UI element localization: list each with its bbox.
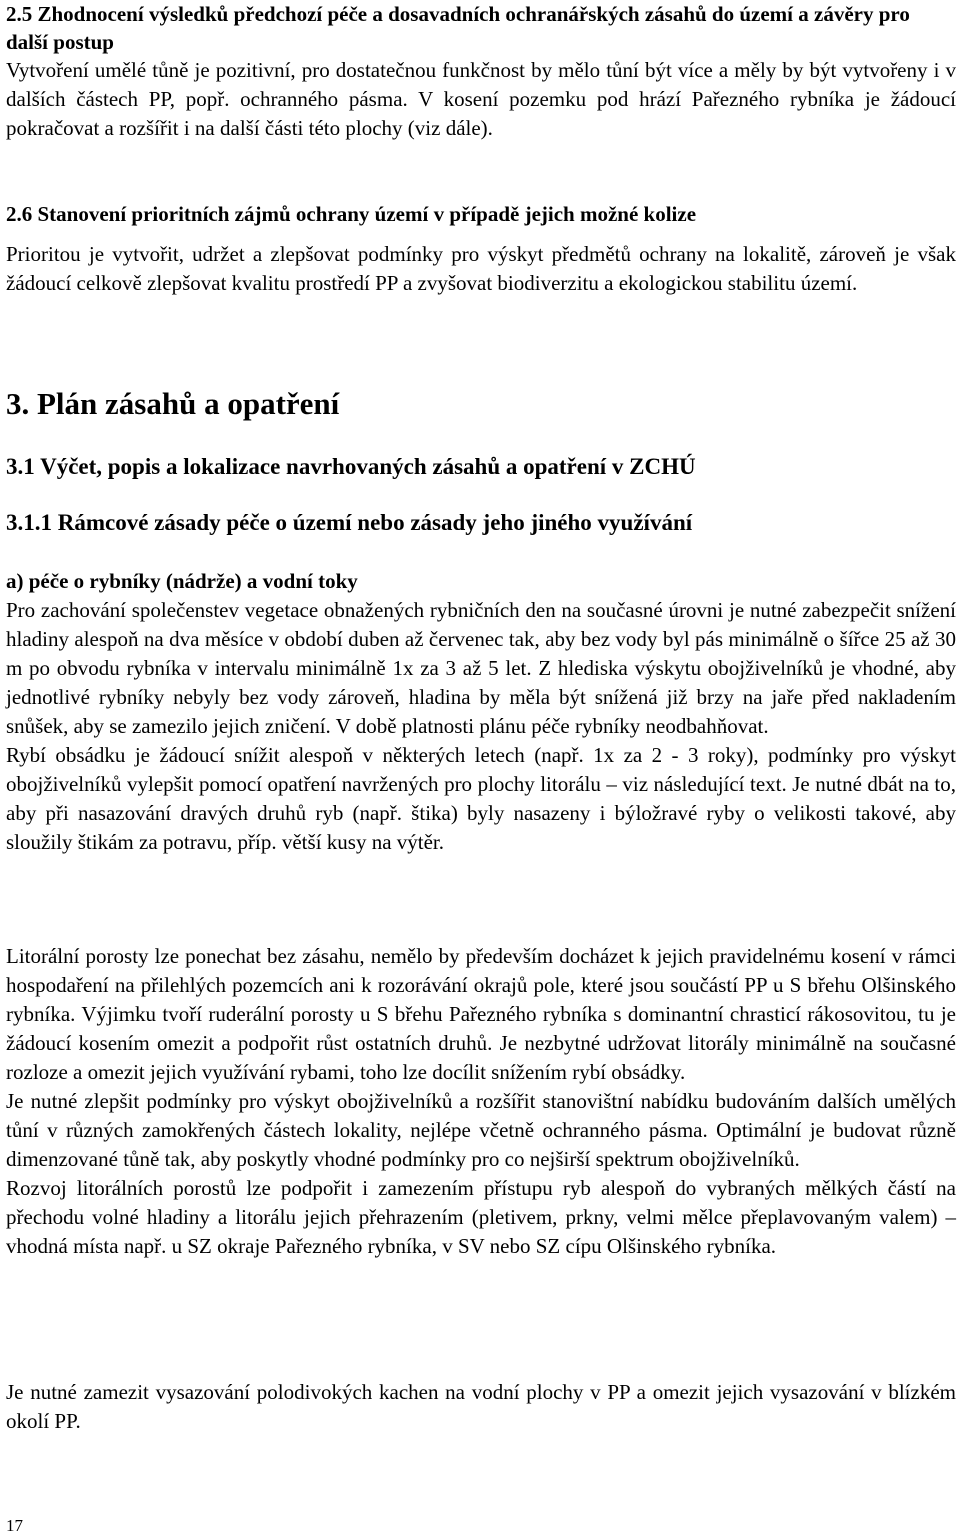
section-3-1-1 xyxy=(6,508,956,538)
subsection-heading: a) péče o rybníky (nádrže) a vodní toky xyxy=(6,569,358,593)
litoral-paragraphs xyxy=(6,942,956,1261)
chapter-3 xyxy=(6,386,956,422)
paragraph: Je nutné zlepšit podmínky pro výskyt obojživelníků a rozšířit stanovištní nabídku budováním dalších umělých tůní v různých zamokřených částech lokality, nejlépe včetně ochranného pásma. Optimální je budovat různě dimenzované tůně tak, aby poskytly vhodné podmínky pro co nejširší spektrum obojživelníků. xyxy=(6,1089,956,1171)
paragraph: Rozvoj litorálních porostů lze podpořit i zamezením přístupu ryb alespoň do vybraných mělkých částí na přechodu volné hladiny a litorálu jejich přehrazením (pletivem, prkny, velmi mělce přeplavovaným valem) – vhodná místa např. u SZ okraje Pařezného rybníka, v SV nebo SZ cípu Olšinského rybníka. xyxy=(6,1176,956,1258)
paragraph: Vytvoření umělé tůně je pozitivní, pro dostatečnou funkčnost by mělo tůní být více a měly by být vytvořeny i v dalších částech PP, popř. ochranného pásma. V kosení pozemku pod hrází Pařezného rybníka je žádoucí pokračovat a rozšířit i na další části této plochy (viz dále). xyxy=(6,58,956,140)
section-3-1 xyxy=(6,452,956,482)
section-heading: 3.1.1 Rámcové zásady péče o území nebo zásady jeho jiného využívání xyxy=(6,510,693,535)
paragraph: Litorální porosty lze ponechat bez zásahu, nemělo by především docházet k jejich pravidelnému kosení v rámci hospodaření na přilehlých pozemcích ani k rozorávání okrajů pole, které jsou součástí PP u S břehu Olšinského rybníka. Výjimku tvoří ruderální porosty u S břehu Pařezného rybníka s dominantní chrasticí rákosovitou, tu je žádoucí kosením omezit a podpořit růst ostatních druhů. Je nezbytné udržovat litorály minimálně na současné rozloze a omezit jejich využívání rybami, toho lze docílit snížením rybí obsádky. xyxy=(6,944,956,1084)
section-2-6 xyxy=(6,200,956,298)
section-heading: 2.5 Zhodnocení výsledků předchozí péče a dosavadních ochranářských zásahů do území a závěry pro další postup xyxy=(6,2,910,54)
ducks-paragraph xyxy=(6,1378,956,1436)
paragraph: Je nutné zamezit vysazování polodivokých kachen na vodní plochy v PP a omezit jejich vysazování v blízkém okolí PP. xyxy=(6,1380,956,1433)
paragraph: Prioritou je vytvořit, udržet a zlepšovat podmínky pro výskyt předmětů ochrany na lokalitě, zároveň je však žádoucí celkově zlepšovat kvalitu prostředí PP a zvyšovat biodiverzitu a ekologickou stabilitu území. xyxy=(6,242,956,295)
section-2-5 xyxy=(6,0,956,143)
paragraph: Pro zachování společenstev vegetace obnažených rybničních den na současné úrovni je nutné zabezpečit snížení hladiny alespoň na dva měsíce v období duben až červenec tak, aby bez vody byl pás minimálně o šířce 25 až 30 m po obvodu rybníka v intervalu minimálně 1x za 3 až 5 let. Z hlediska výskytu obojživelníků je vhodné, aby jednotlivé rybníky nebyly bez vody zároveň, hladina by měla být snížená již brzy na jaře před nakladením snůšek, aby se zamezilo jejich zničení. V době platnosti plánu péče rybníky neodbahňovat. xyxy=(6,598,956,738)
paragraph: Rybí obsádku je žádoucí snížit alespoň v některých letech (např. 1x za 2 - 3 roky), podmínky pro výskyt obojživelníků vylepšit pomocí opatření navržených pro plochy litorálu – viz následující text. Je nutné dbát na to, aby při nasazování dravých druhů ryb (např. štika) byly nasazeny i býložravé ryby o velikosti takové, aby sloužily štikám za potravu, příp. větší kusy na výtěr. xyxy=(6,743,956,854)
page-number: 17 xyxy=(6,1516,23,1535)
section-heading: 3.1 Výčet, popis a lokalizace navrhovaných zásahů a opatření v ZCHÚ xyxy=(6,454,696,479)
subsection-a xyxy=(6,566,956,857)
section-heading: 2.6 Stanovení prioritních zájmů ochrany území v případě jejich možné kolize xyxy=(6,202,697,226)
chapter-heading: 3. Plán zásahů a opatření xyxy=(6,386,340,421)
